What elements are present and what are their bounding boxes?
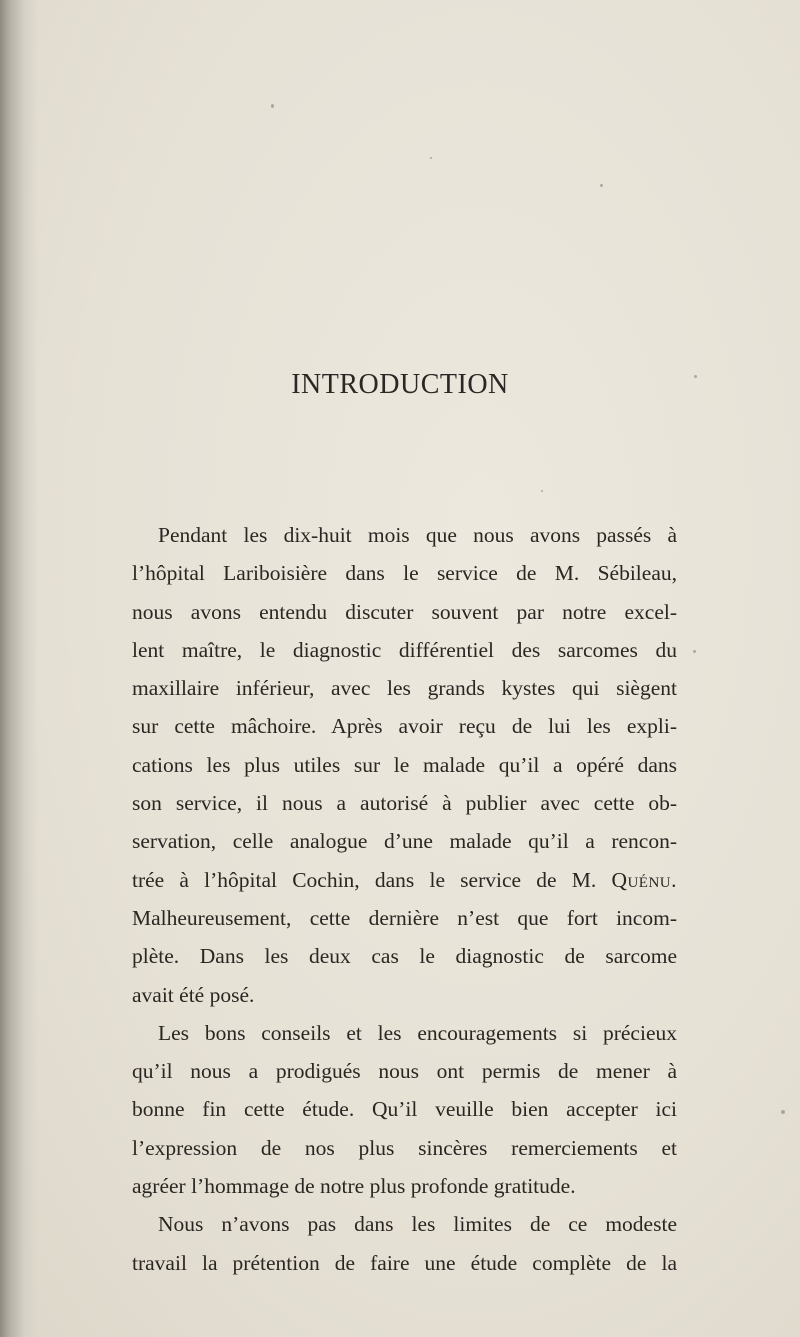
text-line: avait été posé. <box>132 982 255 1007</box>
paper-speck <box>693 650 696 653</box>
text-line: sur cette mâchoire. Après avoir reçu de lui les expli- <box>132 714 677 739</box>
text-line: qu’il nous a prodigués nous ont permis de mener à <box>132 1059 677 1084</box>
body-text <box>132 516 677 1282</box>
text-line: agréer l’hommage de notre plus profonde gratitude. <box>132 1174 576 1199</box>
surname-smallcaps: Quénu. <box>611 867 677 892</box>
text-line: Pendant les dix-huit mois que nous avons passés à <box>158 523 677 547</box>
text-line: bonne fin cette étude. Qu’il veuille bien accepter ici <box>132 1097 677 1122</box>
text-line: maxillaire inférieur, avec les grands kystes qui siègent <box>132 676 677 701</box>
paper-speck <box>430 157 432 159</box>
text-line: Nous n’avons pas dans les limites de ce modeste <box>158 1212 677 1237</box>
paper-speck <box>541 490 543 492</box>
text-line: cations les plus utiles sur le malade qu’il a opéré dans <box>132 752 677 777</box>
text-line: Malheureusement, cette dernière n’est que fort incom- <box>132 905 677 930</box>
binding-shadow <box>0 0 38 1337</box>
text-line: son service, il nous a autorisé à publier avec cette ob- <box>132 791 677 816</box>
paper-speck <box>271 104 274 108</box>
text-fragment: trée à l’hôpital Cochin, dans le service de M. <box>132 867 597 892</box>
text-line: Les bons conseils et les encouragements si précieux <box>158 1020 677 1045</box>
paper-speck <box>781 1110 785 1114</box>
text-line: lent maître, le diagnostic différentiel des sarcomes du <box>132 637 677 662</box>
text-line: nous avons entendu discuter souvent par notre excel- <box>132 599 677 624</box>
paper-speck <box>600 184 603 187</box>
text-line-with-name <box>132 861 677 899</box>
text-line: plète. Dans les deux cas le diagnostic de sarcome <box>132 944 677 969</box>
text-line: l’hôpital Lariboisière dans le service de M. Sébileau, <box>132 561 677 586</box>
text-line: l’expression de nos plus sincères remerciements et <box>132 1135 677 1160</box>
text-line: servation, celle analogue d’une malade qu’il a rencon- <box>132 829 677 854</box>
chapter-heading: INTRODUCTION <box>291 369 509 400</box>
text-line: travail la prétention de faire une étude complète de la <box>132 1250 677 1275</box>
